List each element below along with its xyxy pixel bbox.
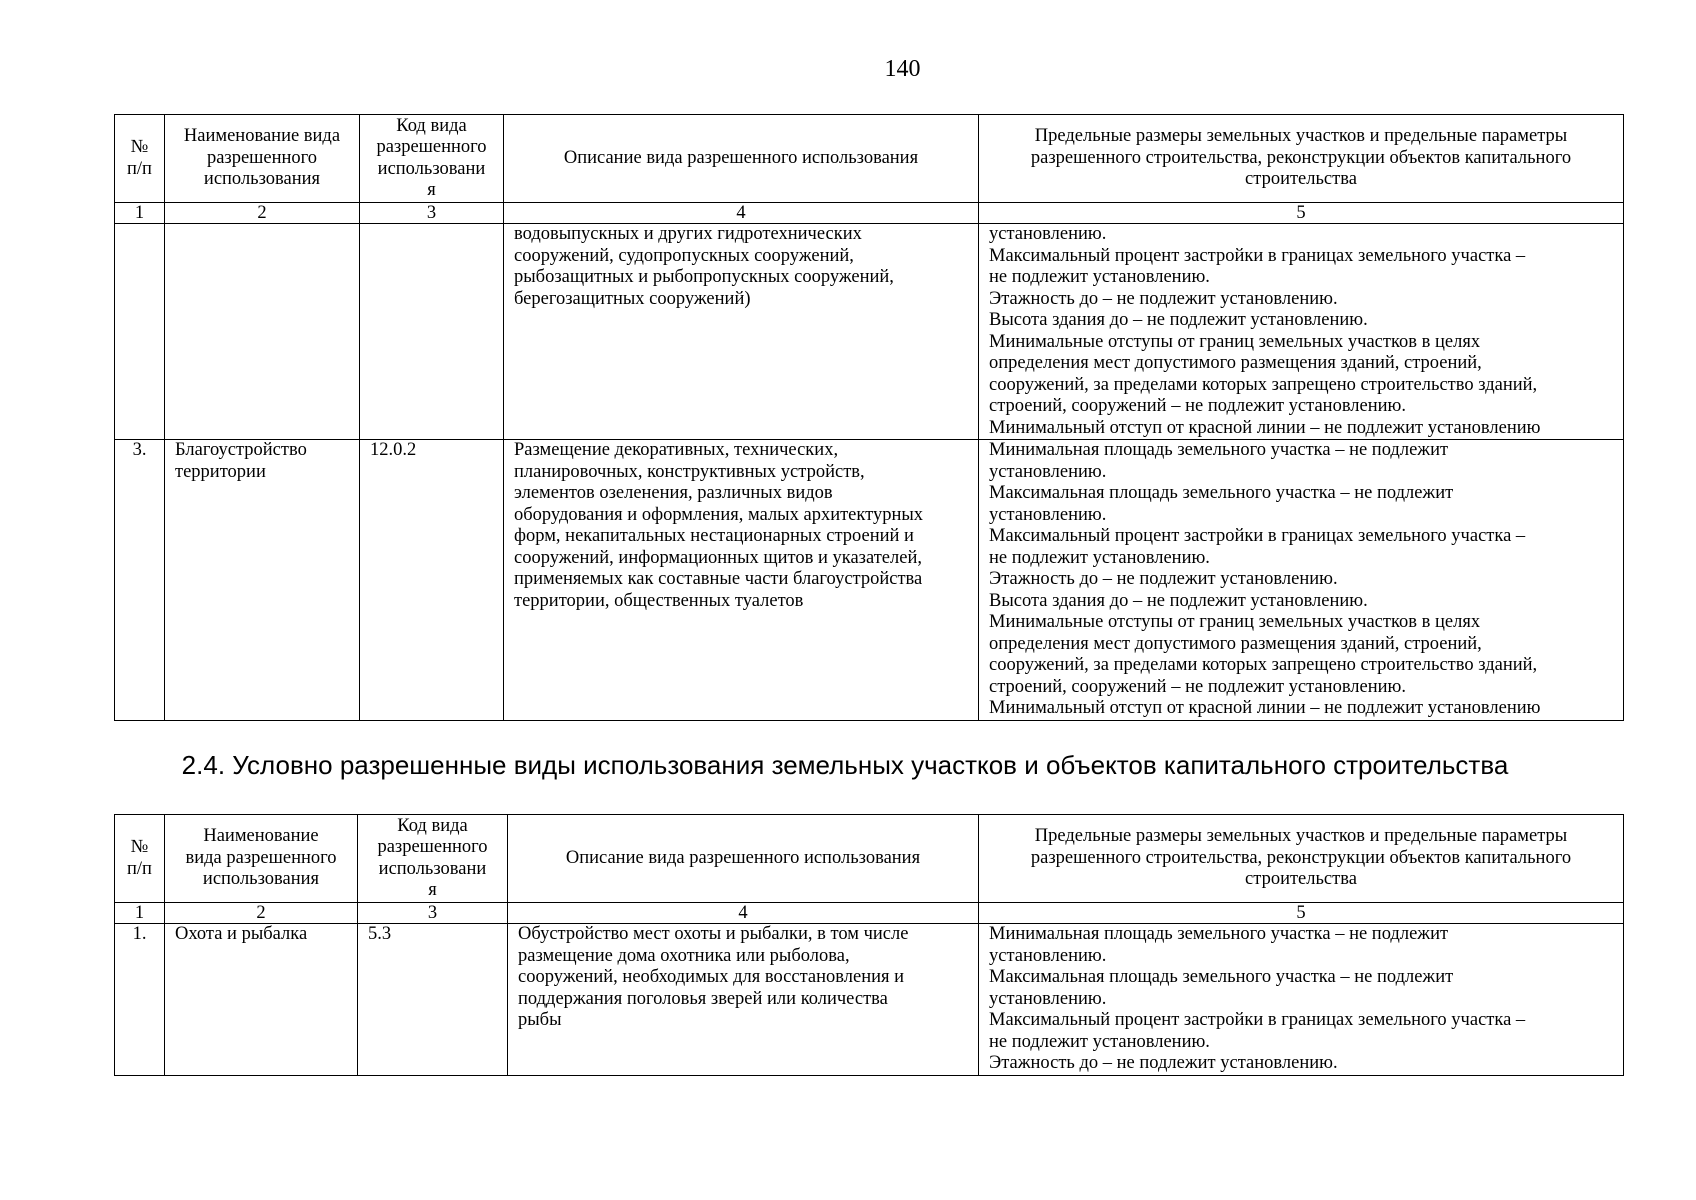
text-line: Этажность до – не подлежит установлению. <box>989 569 1338 589</box>
use-type-name <box>165 924 358 1076</box>
text-line: Минимальные отступы от границ земельных участков в целях <box>989 612 1481 632</box>
column-number: 1 <box>115 903 165 924</box>
text-line: форм, некапитальных нестационарных строений и <box>514 526 914 546</box>
text-line: Обустройство мест охоты и рыбалки, в том числе <box>518 924 909 944</box>
text-line: Этажность до – не подлежит установлению. <box>989 1053 1338 1073</box>
text-line: территории, общественных туалетов <box>514 590 804 611</box>
text-line: не подлежит установлению. <box>989 1031 1210 1052</box>
text-line: разрешенного <box>376 137 487 157</box>
text-line: установлению. <box>989 988 1107 1009</box>
text-line: Минимальная площадь земельного участка – не подлежит <box>989 924 1449 944</box>
header-code <box>358 815 508 903</box>
text-line: использования <box>203 169 321 190</box>
column-number: 5 <box>979 203 1624 224</box>
text-line: не подлежит установлению. <box>989 267 1210 287</box>
text-line: сооружений, необходимых для восстановления и <box>518 967 905 987</box>
text-line: Размещение декоративных, технических, <box>514 440 839 460</box>
header-limits <box>979 815 1624 903</box>
text-line: оборудования и оформления, малых архитектурных <box>514 504 924 525</box>
text-line: сооружений, информационных щитов и указателей, <box>514 547 922 568</box>
use-type-description <box>508 924 979 1076</box>
text-line: планировочных, конструктивных устройств, <box>514 461 865 482</box>
section-title: 2.4. Условно разрешенные виды использования земельных участков и объектов капитального строительства <box>181 750 1509 780</box>
text-line: размещение дома охотника или рыболова, <box>518 945 850 966</box>
text-line: использования <box>202 869 320 890</box>
text-line: Код вида <box>397 815 468 836</box>
column-number-row <box>115 903 1624 924</box>
table-row <box>115 440 1624 721</box>
text-line: Высота здания до – не подлежит установлению. <box>989 590 1368 611</box>
text-line: Минимальная площадь земельного участка – не подлежит <box>989 440 1449 460</box>
text-line: Предельные размеры земельных участков и предельные параметры <box>1034 126 1568 147</box>
text-line: Охота и рыбалка <box>175 924 308 944</box>
header-limits <box>979 115 1624 203</box>
table-row <box>115 224 1624 440</box>
column-number: 5 <box>979 903 1624 924</box>
text-line: установлению. <box>989 461 1107 482</box>
row-number: 1. <box>115 924 165 1076</box>
header-description <box>504 115 979 203</box>
text-line: поддержания поголовья зверей или количества <box>518 988 888 1009</box>
text-line: п/п <box>127 158 152 179</box>
text-line: сооружений, судопропускных сооружений, <box>514 245 854 266</box>
text-line: Максимальная площадь земельного участка – не подлежит <box>989 483 1454 503</box>
text-line: использовани <box>378 858 487 879</box>
text-line: сооружений, за пределами которых запрещено строительство зданий, <box>989 374 1538 395</box>
use-type-code: 5.3 <box>358 924 508 1076</box>
text-line: № <box>130 137 149 157</box>
table-row <box>115 924 1624 1076</box>
text-line: рыбы <box>518 1010 562 1030</box>
text-line: Минимальные отступы от границ земельных участков в целях <box>989 331 1481 352</box>
text-line: рыбозащитных и рыбопропускных сооружений, <box>514 267 894 287</box>
header-code <box>360 115 504 203</box>
header-name <box>165 115 360 203</box>
column-number-row <box>115 203 1624 224</box>
use-type-name <box>165 224 360 440</box>
header-number <box>115 815 165 903</box>
text-line: Описание вида разрешенного использования <box>563 147 919 168</box>
text-line: я <box>427 180 436 200</box>
text-line: Код вида <box>396 115 467 136</box>
row-number <box>115 224 165 440</box>
use-type-code: 12.0.2 <box>360 440 504 721</box>
text-line: строительства <box>1245 869 1357 890</box>
text-line: Предельные размеры земельных участков и предельные параметры <box>1034 826 1568 847</box>
text-line: установлению. <box>989 504 1107 525</box>
use-type-description <box>504 224 979 440</box>
text-line: Максимальный процент застройки в границах земельного участка – <box>989 526 1526 546</box>
column-number: 4 <box>504 203 979 224</box>
text-line: водовыпускных и других гидротехнических <box>514 224 862 244</box>
text-line: Высота здания до – не подлежит установлению. <box>989 310 1368 330</box>
text-line: Минимальный отступ от красной линии – не подлежит установлению <box>989 417 1541 438</box>
text-line: строений, сооружений – не подлежит установлению. <box>989 396 1406 416</box>
text-line: строений, сооружений – не подлежит установлению. <box>989 676 1406 697</box>
text-line: определения мест допустимого размещения зданий, строений, <box>989 353 1482 373</box>
text-line: определения мест допустимого размещения зданий, строений, <box>989 633 1482 654</box>
column-number: 3 <box>360 203 504 224</box>
text-line: разрешенного строительства, реконструкции объектов капитального <box>1030 847 1572 868</box>
text-line: Максимальный процент застройки в границах земельного участка – <box>989 1010 1526 1030</box>
text-line: разрешенного <box>377 837 488 857</box>
text-line: применяемых как составные части благоустройства <box>514 569 923 589</box>
text-line: строительства <box>1245 169 1357 190</box>
text-line: берегозащитных сооружений) <box>514 288 751 309</box>
text-line: Наименование <box>203 826 319 847</box>
column-number: 2 <box>165 203 360 224</box>
text-line: Этажность до – не подлежит установлению. <box>989 288 1338 309</box>
text-line: Описание вида разрешенного использования <box>565 847 921 868</box>
column-number: 2 <box>165 903 358 924</box>
row-number: 3. <box>115 440 165 721</box>
limit-parameters <box>979 924 1624 1076</box>
text-line: не подлежит установлению. <box>989 547 1210 568</box>
header-description <box>508 815 979 903</box>
text-line: Максимальная площадь земельного участка – не подлежит <box>989 967 1454 987</box>
text-line: установлению. <box>989 224 1107 244</box>
limit-parameters <box>979 440 1624 721</box>
limit-parameters <box>979 224 1624 440</box>
table-header-row <box>115 115 1624 203</box>
land-use-table-main <box>114 114 1624 721</box>
use-type-description <box>504 440 979 721</box>
use-type-code <box>360 224 504 440</box>
table-header-row <box>115 815 1624 903</box>
header-name <box>165 815 358 903</box>
text-line: я <box>428 880 437 900</box>
text-line: установлению. <box>989 945 1107 966</box>
text-line: разрешенного <box>206 147 318 168</box>
text-line: № <box>130 837 149 857</box>
text-line: разрешенного строительства, реконструкции объектов капитального <box>1030 147 1572 168</box>
land-use-table-conditional <box>114 814 1624 1076</box>
text-line: территории <box>175 461 266 482</box>
text-line: Максимальный процент застройки в границах земельного участка – <box>989 245 1526 266</box>
text-line: элементов озеленения, различных видов <box>514 483 833 503</box>
text-line: Наименование вида <box>183 126 341 147</box>
column-number: 1 <box>115 203 165 224</box>
text-line: п/п <box>127 858 152 879</box>
column-number: 3 <box>358 903 508 924</box>
column-number: 4 <box>508 903 979 924</box>
page-number: 140 <box>884 56 921 82</box>
text-line: сооружений, за пределами которых запрещено строительство зданий, <box>989 655 1538 675</box>
use-type-name <box>165 440 360 721</box>
header-number <box>115 115 165 203</box>
text-line: Минимальный отступ от красной линии – не подлежит установлению <box>989 698 1541 718</box>
text-line: использовани <box>377 158 486 179</box>
text-line: вида разрешенного <box>185 847 337 868</box>
text-line: Благоустройство <box>175 440 307 460</box>
